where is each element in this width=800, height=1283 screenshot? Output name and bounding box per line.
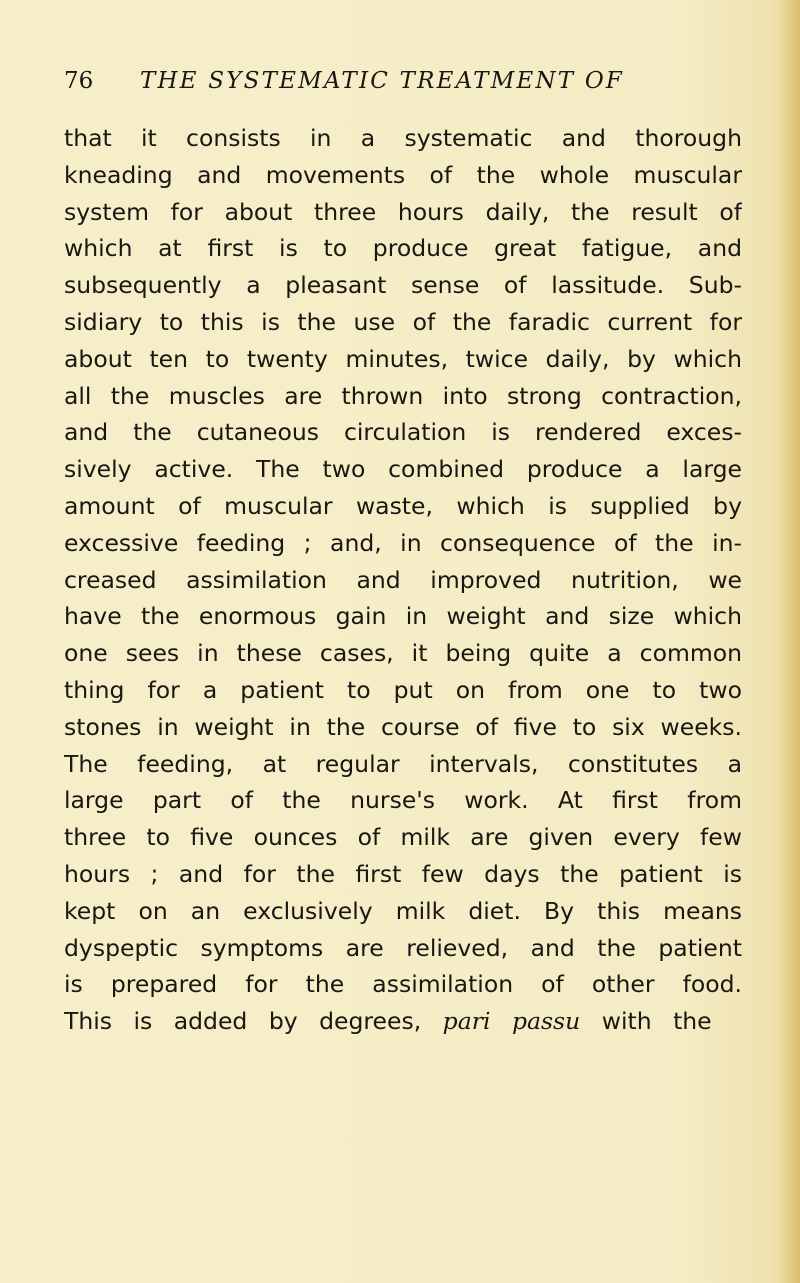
text-line: The feeding, at regular intervals, constitutes a	[64, 749, 742, 778]
text-line-last	[64, 1003, 742, 1040]
text-line: stones in weight in the course of five to six weeks.	[64, 712, 742, 741]
running-head	[64, 66, 744, 96]
text-line: excessive feeding ; and, in consequence of the in-	[64, 528, 742, 557]
text-line: and the cutaneous circulation is rendered exces-	[64, 418, 742, 447]
text-line: system for about three hours daily, the result of	[64, 197, 742, 226]
text-line: is prepared for the assimilation of other food.	[64, 970, 742, 999]
text-line: that it consists in a systematic and thorough	[64, 124, 742, 152]
page-edge-shadow	[778, 0, 800, 1283]
text-line: about ten to twenty minutes, twice daily, by which	[64, 344, 742, 373]
text-line: thing for a patient to put on from one to two	[64, 675, 742, 704]
text-line: creased assimilation and improved nutrition, we	[64, 565, 742, 594]
text-line: dyspeptic symptoms are relieved, and the patient	[64, 933, 742, 962]
text-line: three to five ounces of milk are given every few	[64, 823, 742, 852]
running-title: THE SYSTEMATIC TREATMENT OF	[140, 68, 625, 94]
text-line: have the enormous gain in weight and size which	[64, 602, 742, 631]
text-line: kept on an exclusively milk diet. By this means	[64, 896, 742, 925]
text-line: which at first is to produce great fatigue, and	[64, 234, 742, 263]
text-line: amount of muscular waste, which is supplied by	[64, 491, 742, 520]
text-line: sidiary to this is the use of the faradic current for	[64, 307, 742, 336]
text-line: one sees in these cases, it being quite a common	[64, 639, 742, 668]
body-text	[64, 120, 742, 1040]
text-line: hours ; and for the first few days the patient is	[64, 859, 742, 888]
italic-phrase: pari passu	[442, 1007, 581, 1036]
last-line-start: This is added by degrees,	[64, 1007, 422, 1036]
page-number: 76	[64, 68, 94, 94]
text-line: sively active. The two combined produce a large	[64, 455, 742, 484]
text-line: kneading and movements of the whole muscular	[64, 160, 742, 189]
text-line: subsequently a pleasant sense of lassitude. Sub-	[64, 271, 742, 300]
text-line: large part of the nurse's work. At first from	[64, 786, 742, 815]
text-line: all the muscles are thrown into strong contraction,	[64, 381, 742, 410]
last-line-end: with the	[601, 1007, 712, 1036]
